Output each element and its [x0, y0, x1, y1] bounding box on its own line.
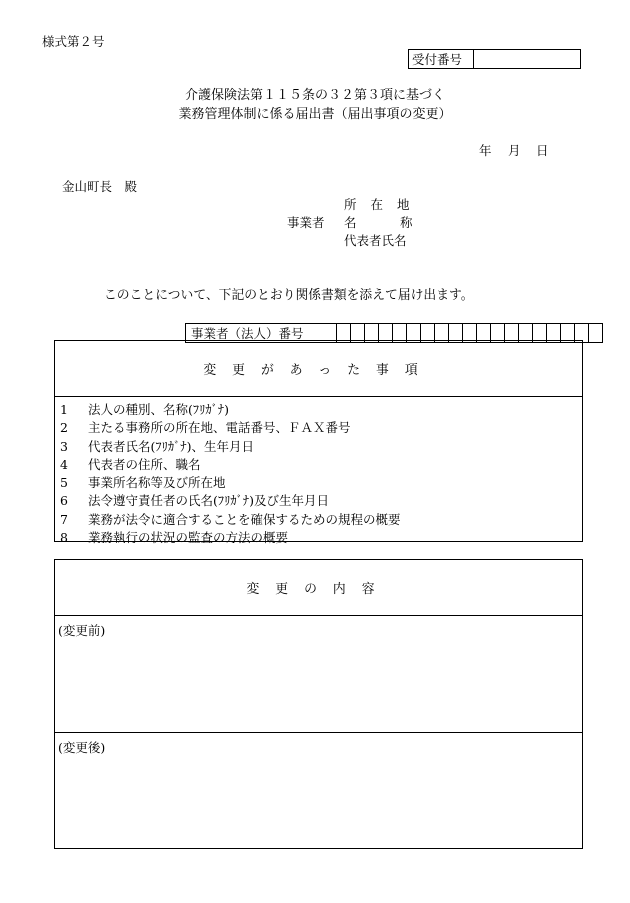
- recipient: 金山町長 殿: [62, 179, 138, 194]
- item-text: 事業所名称等及び所在地: [88, 475, 226, 491]
- changed-item-representative[interactable]: [60, 438, 401, 456]
- item-number: 3: [60, 438, 68, 454]
- document-title-line-1: 介護保険法第１１５条の３２第３項に基づく: [184, 88, 445, 103]
- item-text: 法人の種別、名称(ﾌﾘｶﾞﾅ): [88, 402, 230, 417]
- item-number: 8: [60, 530, 68, 546]
- body-text: このことについて、下記のとおり関係書類を添えて届け出ます。: [104, 288, 474, 303]
- changed-item-name[interactable]: [60, 401, 401, 419]
- date-day-label: 日: [536, 143, 549, 158]
- change-contents-header: 変更の内容: [55, 560, 582, 616]
- receipt-number-table: [408, 49, 581, 69]
- item-text: 法令遵守責任者の氏名(ﾌﾘｶﾞﾅ)及び生年月日: [88, 493, 330, 509]
- registration-digit-cell[interactable]: [589, 324, 603, 343]
- name-label: 名: [344, 215, 357, 230]
- date-year-label: 年: [479, 143, 492, 158]
- item-text: 代表者の住所、職名: [88, 456, 201, 472]
- item-text: 代表者氏名(ﾌﾘｶﾞﾅ)、生年月日: [88, 438, 255, 454]
- operator-label: 事業者: [287, 215, 325, 230]
- item-number: 1: [60, 402, 68, 417]
- item-text: 業務が法令に適合することを確保するための規程の概要: [88, 511, 401, 527]
- change-contents-box: [54, 559, 583, 849]
- item-text: 業務執行の状況の監査の方法の概要: [88, 530, 289, 546]
- item-number: 7: [60, 511, 68, 527]
- item-number: 4: [60, 456, 68, 472]
- name-label-suffix: 称: [400, 215, 413, 230]
- changed-item-office[interactable]: [60, 419, 401, 437]
- receipt-number-field[interactable]: [474, 50, 581, 69]
- changed-item-rep-address[interactable]: [60, 456, 401, 474]
- representative-name-label: 代表者氏名: [344, 233, 407, 248]
- receipt-number-label: 受付番号: [409, 50, 474, 69]
- after-change-label: (変更後): [58, 740, 106, 755]
- before-change-label: (変更前): [58, 623, 106, 638]
- changed-items-list: [60, 401, 401, 547]
- before-change-field[interactable]: [55, 615, 582, 733]
- registration-number-label: 事業者（法人）番号: [186, 324, 337, 343]
- item-number: 2: [60, 420, 68, 436]
- changed-items-header: 変更があった事項: [55, 341, 582, 397]
- changed-items-box: [54, 340, 583, 546]
- changed-item-regulations[interactable]: [60, 511, 401, 529]
- item-number: 5: [60, 475, 68, 491]
- changed-item-compliance-officer[interactable]: [60, 492, 401, 510]
- changed-item-establishment[interactable]: [60, 474, 401, 492]
- item-text: 主たる事務所の所在地、電話番号、ＦＡＸ番号: [88, 420, 351, 436]
- after-change-field[interactable]: [55, 732, 582, 848]
- date-month-label: 月: [508, 143, 521, 158]
- changed-item-audit[interactable]: [60, 529, 401, 547]
- form-number: 様式第２号: [42, 34, 105, 49]
- item-number: 6: [60, 493, 68, 509]
- document-title-line-2: 業務管理体制に係る届出書（届出事項の変更）: [178, 107, 452, 122]
- address-label: 所在地: [344, 197, 424, 212]
